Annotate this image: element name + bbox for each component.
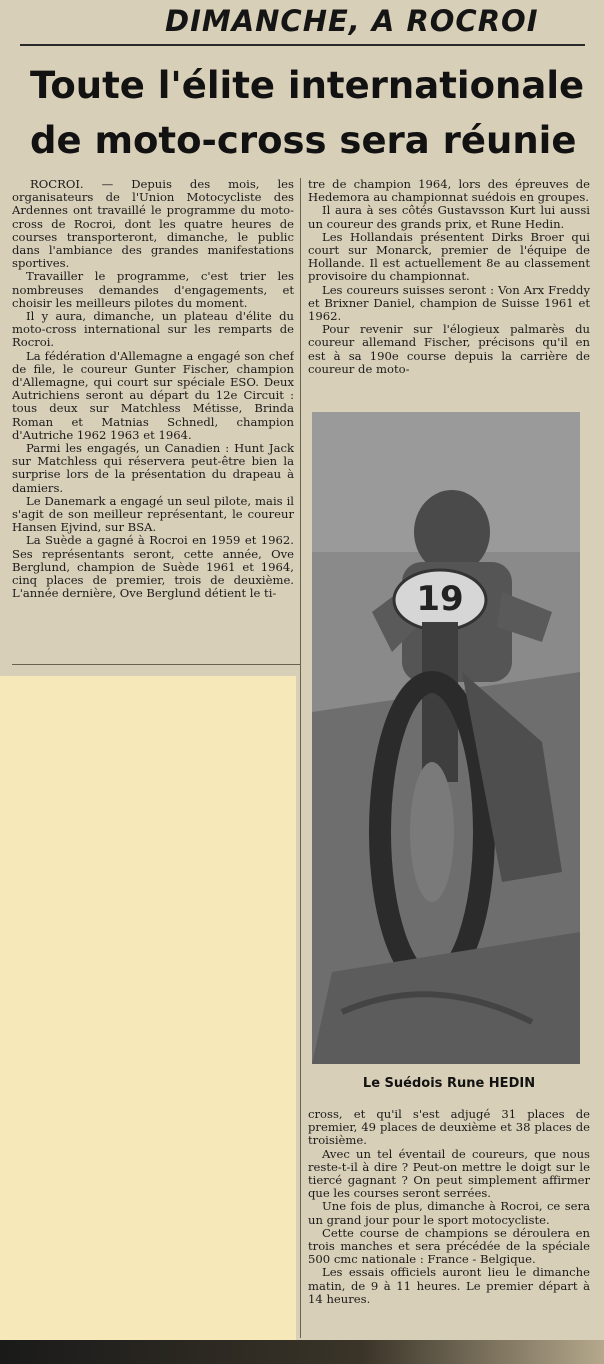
paragraph: Le Danemark a engagé un seul pilote, mais il s'agit de son meilleur représentant, le coureur Hansen Ejvind, sur BSA. xyxy=(12,493,294,535)
paragraph: Parmi les engagés, un Canadien : Hunt Jack sur Matchless qui réservera peut-être bien la surprise lors de la présentation du drapeau à damiers. xyxy=(12,441,294,495)
paragraph: Les essais officiels auront lieu le dimanche matin, de 9 à 11 heures. Le premier départ à 14 heures. xyxy=(308,1265,590,1306)
paragraph: cross, et qu'il s'est adjugé 31 places de premier, 49 places de deuxième et 38 places de troisième. xyxy=(308,1108,590,1148)
kicker-rule xyxy=(20,44,585,46)
kicker: DIMANCHE, A ROCROI xyxy=(165,4,539,38)
right-column-bottom xyxy=(308,1108,590,1340)
column-end-rule xyxy=(12,664,300,665)
paragraph: Cette course de champions se déroulera en trois manches et sera précédée de la spéciale 500 cmc nationale : France - Belgique. xyxy=(308,1225,590,1267)
left-column xyxy=(12,178,294,660)
paragraph: La Suède a gagné à Rocroi en 1959 et 1962. Ses représentants seront, cette année, Ove Berglund, champion de Suède 1961 et 1964, cinq places de premier, trois de deuxième. L'année dernière, Ove Berglund détient le ti- xyxy=(12,533,294,601)
rider-photo xyxy=(312,412,580,1064)
race-number: 19 xyxy=(416,579,464,619)
paragraph: La fédération d'Allemagne a engagé son chef de file, le coureur Gunter Fischer, champion d'Allemagne, qui court sur spéciale ESO. Deux Autrichiens seront au départ du 12e Circuit : tous deux sur Matchless Métisse, Brinda Roman et Matnias Schnedl, champion d'Autriche 1962 1963 et 1964. xyxy=(12,348,294,442)
paragraph: Il y aura, dimanche, un plateau d'élite du moto-cross international sur les remparts de Rocroi. xyxy=(12,309,294,350)
paragraph: Avec un tel éventail de coureurs, que nous reste-t-il à dire ? Peut-on mettre le doigt sur le tiercé gagnant ? On peut simplement affirmer que les courses seront serrées. xyxy=(308,1146,590,1201)
photo-caption: Le Suédois Rune HEDIN xyxy=(362,1076,536,1091)
torn-bottom-edge xyxy=(0,1340,604,1364)
rider-illustration xyxy=(312,412,580,1064)
paragraph: Les Hollandais présentent Dirks Broer qui court sur Monarck, premier de l'équipe de Hollande. Il est actuellement 8e au classement provisoire du championnat. xyxy=(308,229,590,284)
paragraph: Une fois de plus, dimanche à Rocroi, ce sera un grand jour pour le sport motocycliste. xyxy=(308,1199,590,1227)
paragraph: tre de champion 1964, lors des épreuves de Hedemora au championnat suédois en groupes. xyxy=(308,178,590,205)
headline-line-2: de moto-cross sera réunie xyxy=(30,119,577,162)
paragraph: Les coureurs suisses seront : Von Arx Freddy et Brixner Daniel, champion de Suisse 1961 et 1962. xyxy=(308,282,590,324)
blank-panel xyxy=(0,676,296,1364)
paragraph: Pour revenir sur l'élogieux palmarès du coureur allemand Fischer, précisons qu'il en est à sa 190e course depuis la carrière de coureur de moto- xyxy=(308,322,590,376)
headline-line-1: Toute l'élite internationale xyxy=(30,64,585,107)
paragraph: ROCROI. — Depuis des mois, les organisateurs de l'Union Motocycliste des Ardennes ont travaillé le programme du moto-cross de Rocroi, dont les quatre heures de courses transporteront, dimanche, le public dans l'ambiance des grandes manifestations sportives. xyxy=(12,178,294,271)
right-column-top xyxy=(308,178,590,404)
paragraph: Travailler le programme, c'est trier les nombreuses demandes d'engagements, et choisir les meilleurs pilotes du moment. xyxy=(12,269,294,310)
column-divider xyxy=(300,178,301,1338)
paragraph: Il aura à ses côtés Gustavsson Kurt lui aussi un coureur des grands prix, et Rune Hedin. xyxy=(308,203,590,231)
headline xyxy=(30,58,585,168)
